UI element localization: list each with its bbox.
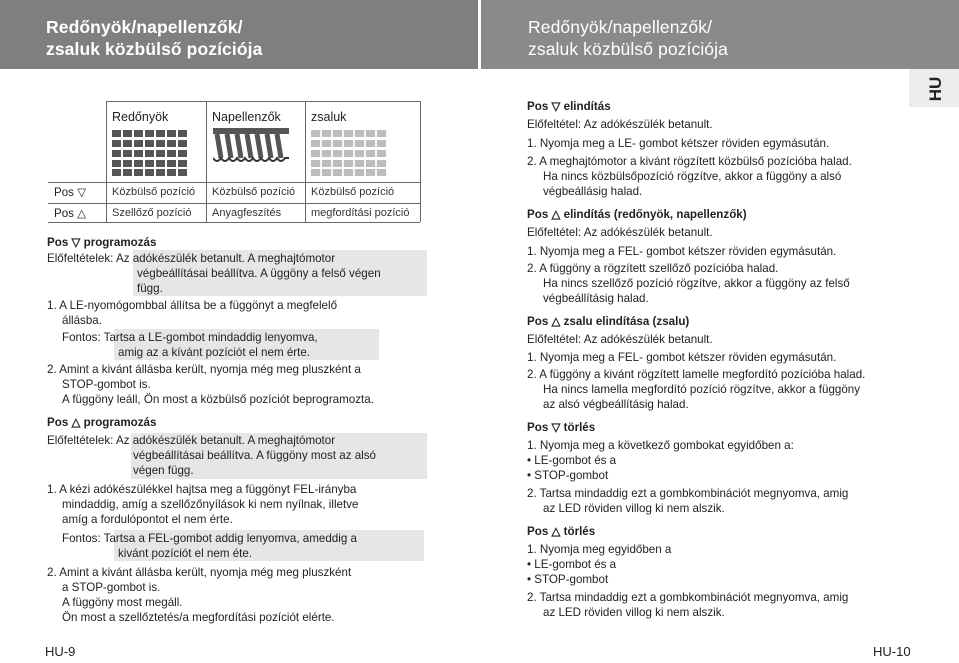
- paragraph-line: állásba.: [62, 314, 102, 327]
- cell: Közbülső pozíció: [311, 186, 395, 198]
- paragraph-line: Ha nincs lamella megfordító pozíció rögzítve, akkor a függöny: [543, 383, 861, 396]
- paragraph-line: végbeállításai beállítva. A függöny most az alsó: [133, 449, 376, 462]
- section-heading: Pos ▽ elindítás: [527, 100, 611, 113]
- list-item: • STOP-gombot: [527, 469, 609, 482]
- paragraph-line: 1. Nyomja meg a következő gombokat egyidőben a:: [527, 439, 794, 452]
- paragraph-line: 2. Tartsa mindaddig ezt a gombkombinációt megnyomva, amig: [527, 591, 849, 604]
- paragraph-line: 1. A kézi adókészülékkel hajtsa meg a függönyt FEL-irányba: [47, 483, 357, 496]
- paragraph-line: Fontos: Tartsa a LE-gombot mindaddig lenyomva,: [62, 331, 318, 344]
- list-item: • LE-gombot és a: [527, 558, 617, 571]
- paragraph-line: Előfeltétel: Az adókészülék betanult.: [527, 333, 713, 346]
- paragraph-line: végbeállításig halad.: [543, 292, 649, 305]
- paragraph-line: 1. Nyomja meg a FEL- gombot kétszer röviden egymásután.: [527, 245, 837, 258]
- section-heading: Pos ▽ programozás: [47, 236, 157, 249]
- paragraph-line: STOP-gombot is.: [62, 378, 151, 391]
- section-heading: Pos △ törlés: [527, 525, 596, 538]
- paragraph-line: Fontos: Tartsa a FEL-gombot addig lenyomva, ameddig a: [62, 532, 357, 545]
- cell: Anyagfeszítés: [212, 207, 282, 219]
- right-page-title: [528, 16, 728, 60]
- paragraph-line: Előfeltétel: Az adókészülék betanult.: [527, 118, 713, 131]
- awning-illustration: [213, 128, 289, 176]
- column-header-zsaluk: zsaluk: [311, 110, 347, 124]
- section-heading: Pos ▽ törlés: [527, 421, 596, 434]
- title-line-1: Redőnyök/napellenzők/: [528, 17, 713, 37]
- paragraph-line: Előfeltételek: Az adókészülék betanult. A meghajtómotor: [47, 252, 336, 265]
- cell: megfordítási pozíció: [311, 207, 410, 219]
- paragraph-line: függ.: [137, 282, 163, 295]
- paragraph-line: kivánt pozíciót el nem éte.: [118, 547, 253, 560]
- paragraph-line: a STOP-gombot is.: [62, 581, 161, 594]
- louver-illustration: [311, 128, 387, 176]
- paragraph-line: végen függ.: [133, 464, 194, 477]
- paragraph-line: végbeállításai beállítva. A üggöny a felső végen: [137, 267, 381, 280]
- paragraph-line: Ha nincs szellőző pozíció rögzítve, akkor a függöny az felső: [543, 277, 850, 290]
- list-item: • STOP-gombot: [527, 573, 609, 586]
- paragraph-line: amig az a kívánt pozíciót el nem érte.: [118, 346, 311, 359]
- paragraph-line: Ön most a szellőztetés/a megfordítási pozíciót elérte.: [62, 611, 335, 624]
- left-page-title: [46, 16, 262, 60]
- paragraph-line: A függöny most megáll.: [62, 596, 183, 609]
- title-line-1: Redőnyök/napellenzők/: [46, 17, 243, 37]
- paragraph-line: A függöny leáll, Ön most a közbülső pozíciót beprogramozta.: [62, 393, 374, 406]
- right-page-header: [481, 0, 959, 69]
- paragraph-line: 2. A meghajtómotor a kivánt rögzített közbülső pozícióba halad.: [527, 155, 852, 168]
- section-heading: Pos △ zsalu elindítása (zsalu): [527, 315, 690, 328]
- cell: Közbülső pozíció: [212, 186, 296, 198]
- paragraph-line: 1. Nyomja meg a FEL- gombot kétszer röviden egymásután.: [527, 351, 837, 364]
- paragraph-line: Ha nincs közbülsőpozíció rögzítve, akkor a függöny a alsó: [543, 170, 842, 183]
- left-page-header: [0, 0, 478, 69]
- paragraph-line: az LED röviden villog ki nem alszik.: [543, 502, 725, 515]
- paragraph-line: végbeállásig halad.: [543, 185, 643, 198]
- paragraph-line: 2. Amint a kivánt állásba került, nyomja még meg pluszként a: [47, 363, 361, 376]
- paragraph-line: 2. Amint a kivánt állásba került, nyomja még meg pluszként: [47, 566, 352, 579]
- page-number-right: HU-10: [873, 644, 911, 659]
- paragraph-line: 1. Nyomja meg egyidőben a: [527, 543, 672, 556]
- page-number-left: HU-9: [45, 644, 76, 659]
- paragraph-line: 2. A függöny a kivánt rögzített lamelle megfordító pozícióba halad.: [527, 368, 866, 381]
- row-label-pos-up: Pos △: [54, 207, 87, 220]
- column-header-napellenzok: Napellenzők: [212, 110, 281, 124]
- section-heading: Pos △ programozás: [47, 416, 157, 429]
- language-tab-label: HU: [926, 76, 945, 102]
- paragraph-line: Előfeltételek: Az adókészülék betanult. A meghajtómotor: [47, 434, 336, 447]
- paragraph-line: Előfeltétel: Az adókészülék betanult.: [527, 226, 713, 239]
- column-header-redonyok: Redőnyök: [112, 110, 169, 124]
- paragraph-line: mindaddig, amíg a szellőzőnyílások ki nem nyílnak, illetve: [62, 498, 359, 511]
- language-tab: [909, 69, 959, 107]
- cell: Szellőző pozíció: [112, 207, 192, 219]
- section-heading: Pos △ elindítás (redőnyök, napellenzők): [527, 208, 747, 221]
- paragraph-line: 2. A függöny a rögzített szellőző pozícióba halad.: [527, 262, 779, 275]
- cell: Közbülső pozíció: [112, 186, 196, 198]
- row-label-pos-down: Pos ▽: [54, 186, 87, 199]
- paragraph-line: az alsó végbeállításig halad.: [543, 398, 689, 411]
- list-item: • LE-gombot és a: [527, 454, 617, 467]
- paragraph-line: amíg a fordulópontot el nem érte.: [62, 513, 233, 526]
- title-line-2: zsaluk közbülső pozíciója: [46, 39, 263, 59]
- paragraph-line: az LED röviden villog ki nem alszik.: [543, 606, 725, 619]
- title-line-2: zsaluk közbülső pozíciója: [528, 39, 728, 59]
- paragraph-line: 1. Nyomja meg a LE- gombot kétszer röviden egymásután.: [527, 137, 830, 150]
- paragraph-line: 2. Tartsa mindaddig ezt a gombkombinációt megnyomva, amig: [527, 487, 849, 500]
- roller-shutter-illustration: [112, 128, 188, 176]
- paragraph-line: 1. A LE-nyomógombbal állítsa be a függönyt a megfelelő: [47, 299, 338, 312]
